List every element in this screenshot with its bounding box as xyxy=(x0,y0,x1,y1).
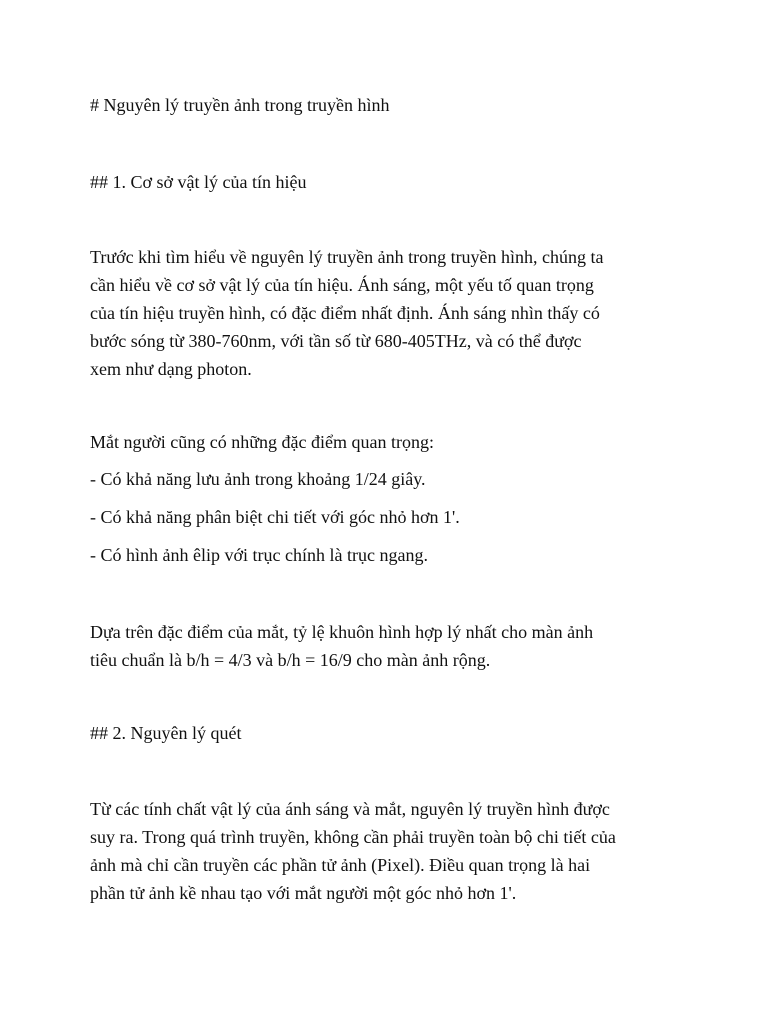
paragraph-scanning xyxy=(90,795,690,907)
paragraph-line: bước sóng từ 380-760nm, với tần số từ 680-405THz, và có thể được xyxy=(90,331,582,351)
eye-point-1: - Có khả năng lưu ảnh trong khoảng 1/24 giây. xyxy=(90,469,426,489)
paragraph-line: Trước khi tìm hiểu về nguyên lý truyền ảnh trong truyền hình, chúng ta xyxy=(90,247,604,267)
eye-point-2: - Có khả năng phân biệt chi tiết với góc nhỏ hơn 1'. xyxy=(90,507,460,527)
paragraph-line: cần hiểu về cơ sở vật lý của tín hiệu. Ánh sáng, một yếu tố quan trọng xyxy=(90,275,594,295)
document-title: # Nguyên lý truyền ảnh trong truyền hình xyxy=(90,95,390,115)
paragraph-line: Dựa trên đặc điểm của mắt, tỷ lệ khuôn hình hợp lý nhất cho màn ảnh xyxy=(90,622,594,642)
section-1-heading: ## 1. Cơ sở vật lý của tín hiệu xyxy=(90,172,307,192)
paragraph-aspect-ratio xyxy=(90,618,690,674)
paragraph-line: tiêu chuẩn là b/h = 4/3 và b/h = 16/9 cho màn ảnh rộng. xyxy=(90,650,491,670)
eye-point-3: - Có hình ảnh êlip với trục chính là trục ngang. xyxy=(90,545,428,565)
section-2-heading: ## 2. Nguyên lý quét xyxy=(90,723,242,743)
paragraph-line: xem như dạng photon. xyxy=(90,359,252,379)
paragraph-line: phần tử ảnh kề nhau tạo với mắt người một góc nhỏ hơn 1'. xyxy=(90,883,517,903)
paragraph-physics xyxy=(90,243,690,383)
paragraph-line: ảnh mà chỉ cần truyền các phần tử ảnh (Pixel). Điều quan trọng là hai xyxy=(90,855,591,875)
paragraph-line: của tín hiệu truyền hình, có đặc điểm nhất định. Ánh sáng nhìn thấy có xyxy=(90,303,600,323)
paragraph-line: Từ các tính chất vật lý của ánh sáng và mắt, nguyên lý truyền hình được xyxy=(90,799,610,819)
paragraph-line: suy ra. Trong quá trình truyền, không cần phải truyền toàn bộ chi tiết của xyxy=(90,827,616,847)
eye-intro: Mắt người cũng có những đặc điểm quan trọng: xyxy=(90,432,434,452)
